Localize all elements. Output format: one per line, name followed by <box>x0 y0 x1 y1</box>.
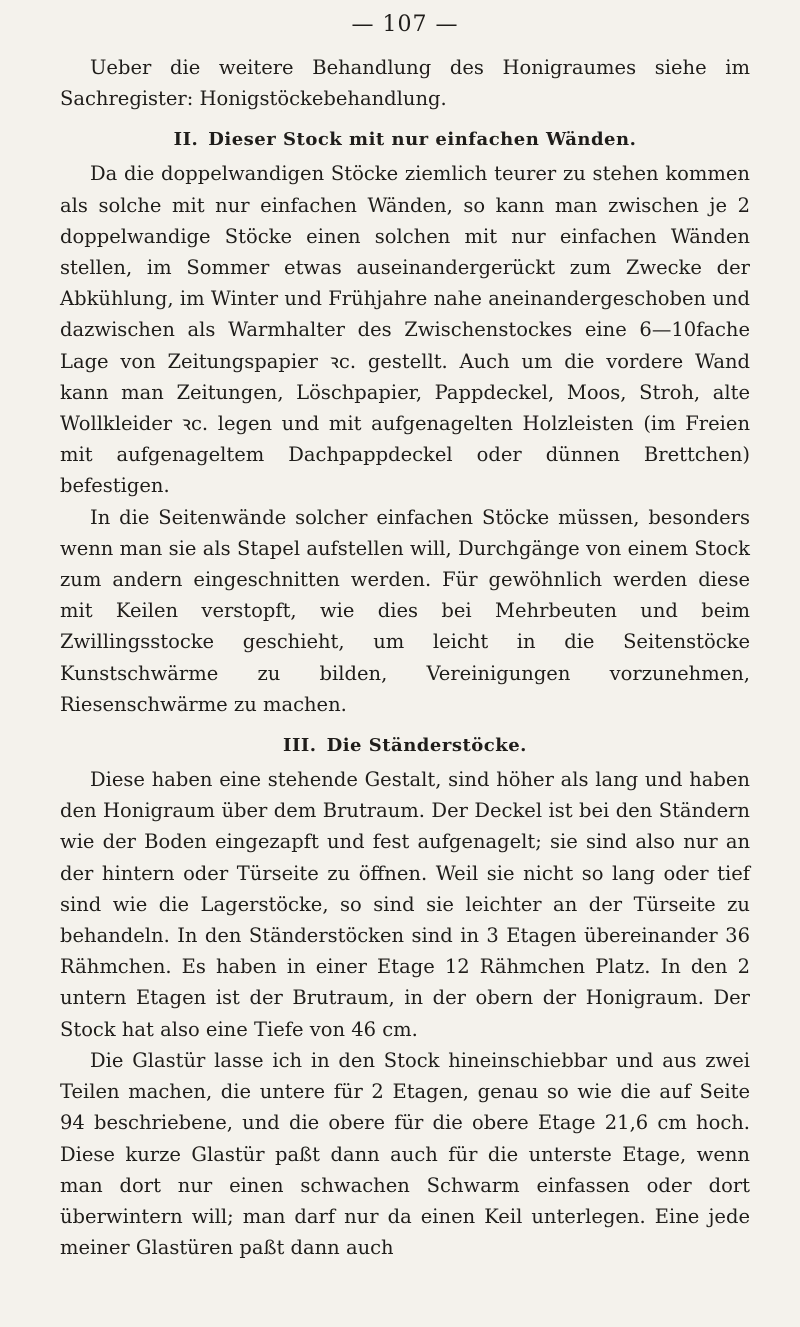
section3-paragraph-2: Die Glastür lasse ich in den Stock hineinschiebbar und aus zwei Teilen machen, die untere für 2 Etagen, genau so wie die auf Seite 94 beschriebene, und die obere für die obere Etage 21,6 cm hoch. Diese kurze Glastür paßt dann auch für die unterste Etage, wenn man dort nur einen schwachen Schwarm einfassen oder dort überwintern will; man darf nur da einen Keil unterlegen. Eine jede meiner Glastüren paßt dann auch <box>60 1048 750 1260</box>
section2-paragraph-1: Da die doppelwandigen Stöcke ziemlich teurer zu stehen kommen als solche mit nur einfachen Wänden, so kann man zwischen je 2 doppelwandige Stöcke einen solchen mit nur einfachen Wänden stellen, im Sommer etwas auseinandergerückt zum Zwecke der Abkühlung, im Winter und Frühjahre nahe aneinandergeschoben und dazwischen als Warmhalter des Zwischenstockes eine 6—10fache Lage von Zeitungspapier ꝛc. gestellt. Auch um die vordere Wand kann man Zeitungen, Löschpapier, Pappdeckel, Moos, Stroh, alte Wollkleider ꝛc. legen und mit aufgenagelten Holzleisten (im Freien mit aufgenageltem Dachpappdeckel oder dünnen Brettchen) befestigen. <box>60 162 750 498</box>
section3-paragraph-1: Diese haben eine stehende Gestalt, sind höher als lang und haben den Honigraum über dem Brutraum. Der Deckel ist bei den Ständern wie der Boden eingezapft und fest aufgenagelt; sie sind also nur an der hintern oder Türseite zu öffnen. Weil sie nicht so lang oder tief sind wie die Lagerstöcke, so sind sie leichter an der Türseite zu behandeln. In den Ständerstöcken sind in 3 Etagen übereinander 36 Rähmchen. Es haben in einer Etage 12 Rähmchen Platz. In den 2 untern Etagen ist der Brutraum, in der obern der Honigraum. Der Stock hat also eine Tiefe von 46 cm. <box>60 768 750 1041</box>
section-heading-2 <box>60 128 750 152</box>
section-heading-3 <box>60 734 750 758</box>
page-number: — 107 — <box>351 12 459 37</box>
section-title: Dieser Stock mit nur einfachen Wänden. <box>208 129 637 151</box>
section2-paragraph-2: In die Seitenwände solcher einfachen Stöcke müssen, besonders wenn man sie als Stapel aufstellen will, Durchgänge von einem Stock zum andern eingeschnitten werden. Für gewöhnlich werden diese mit Keilen verstopft, wie dies bei Mehrbeuten und beim Zwillingsstocke geschieht, um leicht in die Seitenstöcke Kunstschwärme zu bilden, Vereinigungen vorzunehmen, Riesenschwärme zu machen. <box>60 505 750 716</box>
section-number: III. <box>283 735 317 757</box>
section-number: II. <box>173 129 199 151</box>
intro-paragraph: Ueber die weitere Behandlung des Honigraumes siehe im Sachregister: Honigstöckebehandlung. <box>60 56 750 111</box>
section-title: Die Ständerstöcke. <box>326 735 527 757</box>
book-page <box>60 0 750 1263</box>
